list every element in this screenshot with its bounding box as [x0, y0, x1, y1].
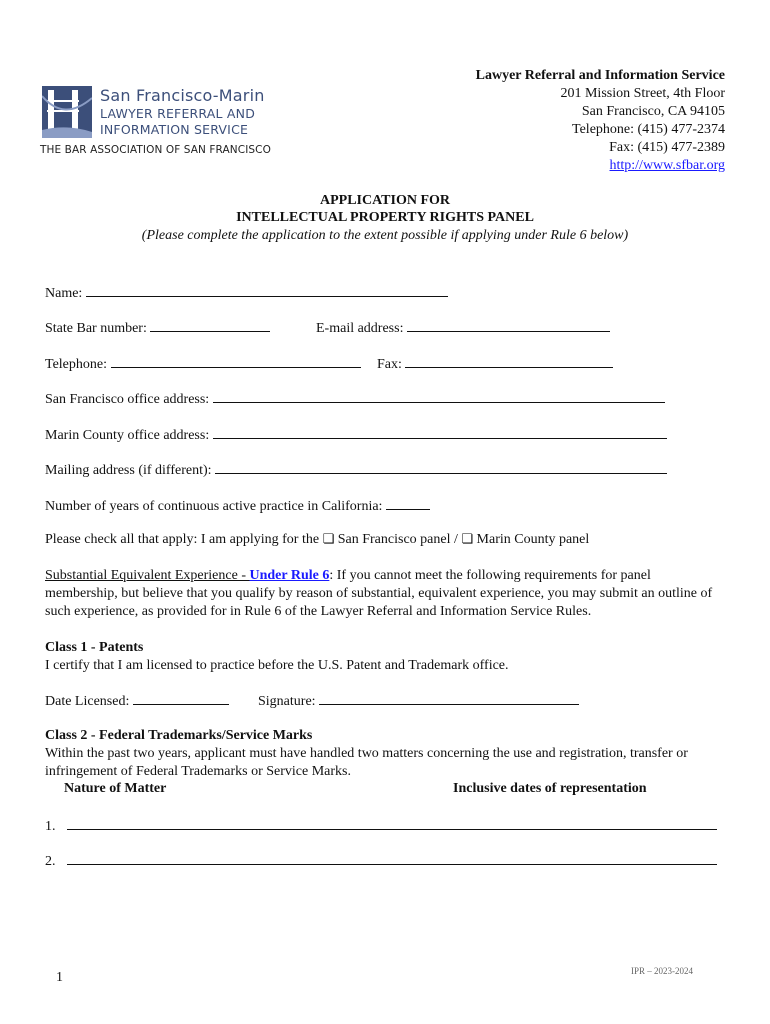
golden-gate-bridge-logo-icon — [42, 86, 92, 138]
class1-section — [45, 639, 725, 675]
name-label: Name: — [45, 286, 83, 301]
fax-row — [377, 355, 613, 373]
telephone-label: Telephone: — [45, 357, 107, 372]
rule6-colon: : — [329, 568, 334, 583]
contact-telephone: Telephone: (415) 477-2374 — [572, 122, 725, 137]
years-row — [45, 497, 430, 515]
rule6-link[interactable]: Under Rule 6 — [249, 568, 330, 583]
date-licensed-label: Date Licensed: — [45, 694, 130, 709]
logo-association: THE BAR ASSOCIATION OF SAN FRANCISCO — [40, 144, 271, 156]
marin-office-field[interactable] — [213, 426, 667, 439]
sf-panel-checkbox-icon[interactable]: ❏ — [322, 532, 335, 547]
logo-subtitle-1: LAWYER REFERRAL AND — [100, 106, 256, 121]
nature-column-header: Nature of Matter — [64, 781, 167, 796]
matter-item-1-number: 1. — [45, 819, 56, 834]
mailing-field[interactable] — [215, 461, 667, 474]
contact-fax: Fax: (415) 477-2389 — [609, 140, 725, 155]
matter-item-2-number: 2. — [45, 854, 56, 869]
sf-office-field[interactable] — [213, 390, 665, 403]
rule6-text: If you cannot meet the following requirements for panel membership, but believe that you qualify by reason of substantial, equivalent experience, you may submit an outline of such experience, as provided for in Rule 6 of the Lawyer Referral and Information Service Rules. — [45, 568, 713, 619]
contact-org: Lawyer Referral and Information Service — [475, 68, 725, 83]
state-bar-label: State Bar number: — [45, 321, 147, 336]
form-code: IPR – 2023-2024 — [631, 966, 694, 976]
marin-office-label: Marin County office address: — [45, 428, 210, 443]
mailing-label: Mailing address (if different): — [45, 463, 212, 478]
signature-field[interactable] — [319, 692, 579, 705]
years-field[interactable] — [386, 497, 430, 510]
rule6-paragraph — [45, 567, 725, 621]
logo-title: San Francisco-Marin — [100, 86, 265, 105]
class1-text: I certify that I am licensed to practice before the U.S. Patent and Trademark office. — [45, 658, 509, 673]
class2-heading: Class 2 - Federal Trademarks/Service Marks — [45, 728, 313, 743]
name-row — [45, 284, 448, 302]
title-line-2: INTELLECTUAL PROPERTY RIGHTS PANEL — [236, 210, 534, 225]
page-title — [0, 192, 770, 226]
telephone-field[interactable] — [111, 355, 361, 368]
matter-item-2 — [45, 852, 717, 870]
telephone-row — [45, 355, 361, 373]
contact-street: 201 Mission Street, 4th Floor — [560, 86, 725, 101]
date-licensed-row — [45, 692, 229, 710]
state-bar-row — [45, 319, 270, 337]
matter-item-1-field[interactable] — [67, 817, 717, 830]
email-label: E-mail address: — [316, 321, 404, 336]
state-bar-field[interactable] — [150, 319, 270, 332]
email-field[interactable] — [407, 319, 610, 332]
panel-choice-prefix: Please check all that apply: I am applying for the — [45, 532, 320, 547]
contact-city: San Francisco, CA 94105 — [581, 104, 725, 119]
panel-choice-row — [45, 532, 589, 548]
sf-office-row — [45, 390, 665, 408]
logo-subtitle-2: INFORMATION SERVICE — [100, 122, 249, 137]
signature-row — [258, 692, 579, 710]
class2-section — [45, 727, 725, 781]
years-label: Number of years of continuous active practice in California: — [45, 499, 383, 514]
fax-label: Fax: — [377, 357, 402, 372]
mailing-row — [45, 461, 667, 479]
email-row — [316, 319, 610, 337]
dates-column-header: Inclusive dates of representation — [453, 781, 647, 796]
sf-panel-label: San Francisco panel / — [337, 532, 458, 547]
contact-block — [476, 67, 725, 175]
matter-item-1 — [45, 817, 717, 835]
bar-association-logo — [40, 86, 270, 166]
marin-panel-label: Marin County panel — [476, 532, 590, 547]
sf-office-label: San Francisco office address: — [45, 392, 210, 407]
date-licensed-field[interactable] — [133, 692, 229, 705]
class1-heading: Class 1 - Patents — [45, 640, 144, 655]
signature-label: Signature: — [258, 694, 316, 709]
website-link[interactable]: http://www.sfbar.org — [609, 158, 725, 173]
matter-item-2-field[interactable] — [67, 852, 717, 865]
rule6-label: Substantial Equivalent Experience - — [45, 568, 250, 583]
class2-text: Within the past two years, applicant must have handled two matters concerning the use and registration, transfer or infringement of Federal Trademarks or Service Marks. — [45, 746, 688, 779]
title-line-1: APPLICATION FOR — [319, 193, 451, 208]
page-subtitle: (Please complete the application to the extent possible if applying under Rule 6 below) — [141, 228, 629, 243]
marin-panel-checkbox-icon[interactable]: ❏ — [461, 532, 474, 547]
name-field[interactable] — [86, 284, 448, 297]
page-number: 1 — [56, 970, 63, 985]
fax-field[interactable] — [405, 355, 613, 368]
marin-office-row — [45, 426, 667, 444]
